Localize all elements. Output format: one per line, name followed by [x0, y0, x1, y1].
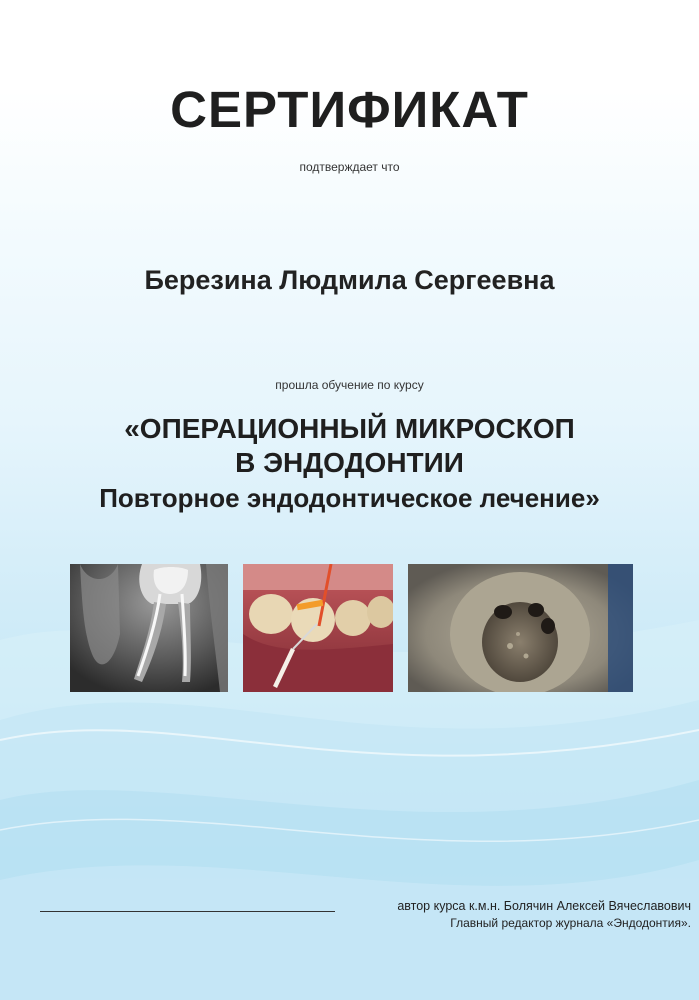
signature-line [40, 911, 335, 912]
photo-strip [0, 564, 699, 694]
certificate-title: СЕРТИФИКАТ [170, 81, 529, 138]
course-subtitle: Повторное эндодонтическое лечение» [99, 483, 600, 513]
teeth-with-file-image [243, 564, 393, 692]
recipient-name: Березина Людмила Сергеевна [144, 265, 555, 295]
course-title-line2: В ЭНДОДОНТИИ [235, 447, 464, 478]
course-title [0, 412, 699, 516]
author-position: Главный редактор журнала «Эндодонтия». [450, 916, 691, 930]
completed-text: прошла обучение по курсу [275, 378, 424, 392]
dental-xray-image [70, 564, 228, 692]
tooth-cavity-microscope-image [408, 564, 633, 692]
course-title-line1: «ОПЕРАЦИОННЫЙ МИКРОСКОП [124, 413, 575, 444]
course-author: автор курса к.м.н. Болячин Алексей Вячеславович [397, 899, 691, 913]
confirms-text: подтверждает что [299, 160, 400, 174]
